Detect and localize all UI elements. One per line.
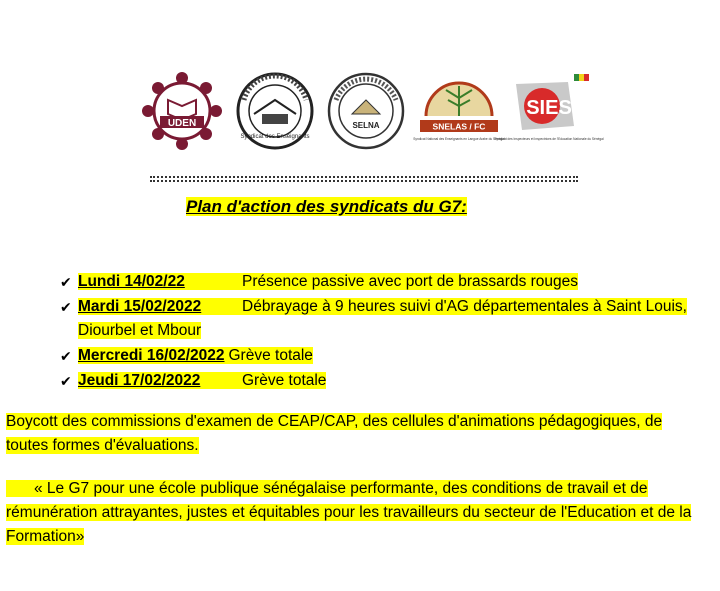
divider-line bbox=[150, 176, 578, 178]
list-item bbox=[56, 369, 696, 393]
svg-text:SNELAS / FC: SNELAS / FC bbox=[432, 121, 486, 132]
action-date: Mardi 15/02/2022 bbox=[78, 298, 202, 315]
list-item bbox=[56, 270, 696, 294]
action-description: Grève totale bbox=[228, 347, 313, 364]
snelas-fc-logo bbox=[413, 70, 505, 152]
logo-row bbox=[132, 70, 604, 154]
action-date: Mercredi 16/02/2022 bbox=[78, 347, 225, 364]
svg-text:Syndicat National des Enseigna: Syndicat National des Enseignants en Langue Arabe du Sénégal bbox=[413, 137, 505, 141]
list-item bbox=[56, 344, 696, 368]
svg-text:SIES: SIES bbox=[526, 97, 572, 119]
document-title: Plan d'action des syndicats du G7: bbox=[186, 197, 467, 216]
action-description: Présence passive avec port de brassards rouges bbox=[242, 273, 579, 290]
checkmark-icon: ✔ bbox=[60, 373, 72, 389]
checkmark-icon: ✔ bbox=[60, 348, 72, 364]
slogan-paragraph: « Le G7 pour une école publique sénégalaise performante, des conditions de travail et de rémunération attrayantes, justes et équitables pour les travailleurs du secteur de l'Education et de la Formation» bbox=[6, 480, 692, 545]
selna-logo bbox=[324, 70, 408, 152]
svg-text:UDEN: UDEN bbox=[167, 118, 197, 129]
svg-text:SELNA: SELNA bbox=[352, 121, 380, 130]
boycott-paragraph: Boycott des commissions d'examen de CEAP/CAP, des cellules d'animations pédagogiques, de toutes formes d'évaluations. bbox=[6, 413, 663, 454]
syndicat-enseignants-logo bbox=[230, 70, 320, 152]
divider-line bbox=[150, 180, 578, 182]
svg-text:Syndicat des Enseignants: Syndicat des Enseignants bbox=[240, 134, 310, 140]
action-description: Grève totale bbox=[242, 372, 327, 389]
svg-text:Syndicat des Inspecteurs et In: Syndicat des Inspecteurs et Inspectrices de l'Education Nationale du Sénégal bbox=[494, 137, 604, 141]
action-description: Débrayage à 9 heures suivi d'AG départementales à Saint Louis, Diourbel et Mbour bbox=[78, 298, 687, 339]
sies-logo bbox=[494, 70, 604, 152]
checkmark-icon: ✔ bbox=[60, 299, 72, 315]
checkmark-icon: ✔ bbox=[60, 274, 72, 290]
action-list bbox=[56, 270, 696, 394]
list-item bbox=[56, 295, 696, 343]
uden-logo bbox=[140, 70, 224, 152]
action-date: Jeudi 17/02/2022 bbox=[78, 372, 201, 389]
action-date: Lundi 14/02/22 bbox=[78, 273, 185, 290]
